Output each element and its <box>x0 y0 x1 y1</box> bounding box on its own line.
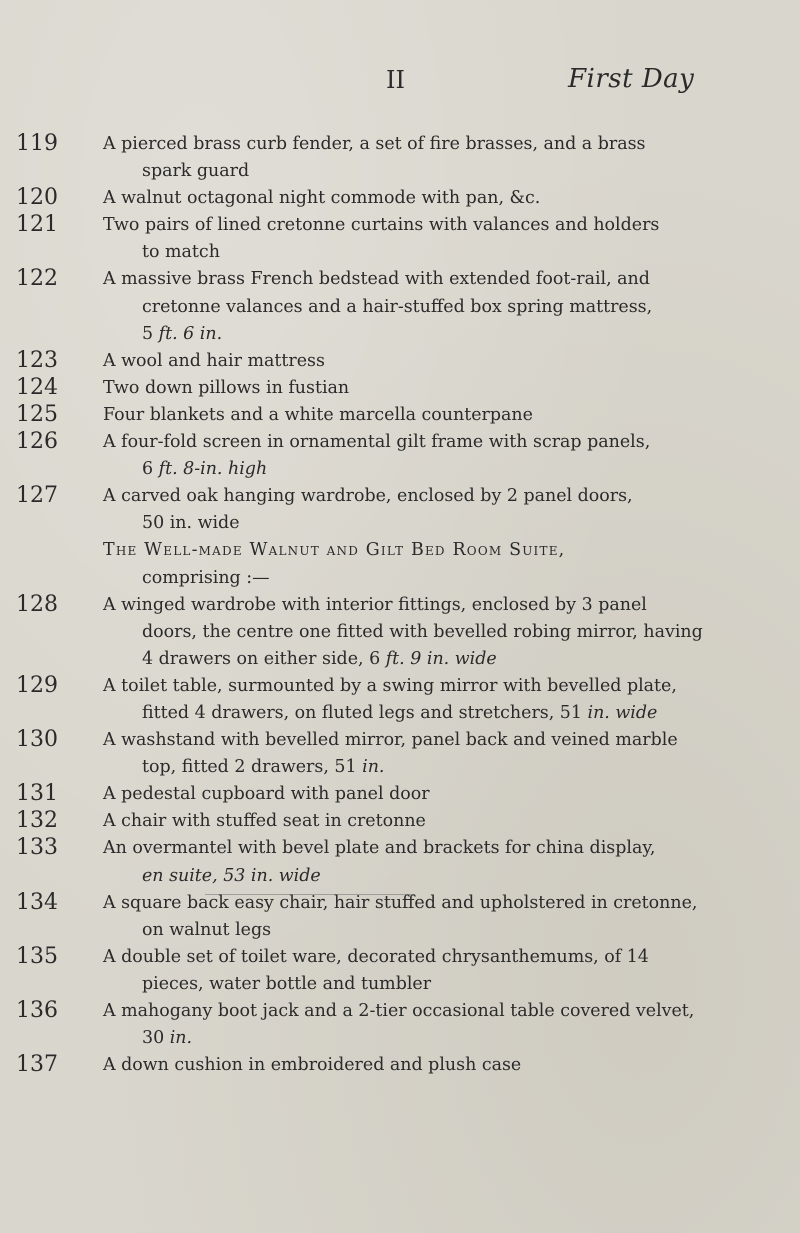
lot-text: A walnut octagonal night commode with pan, &c. <box>103 188 541 209</box>
lot-text-continued: spark guard <box>142 161 250 182</box>
lot-number: 128 <box>16 591 58 617</box>
lot-description <box>103 1052 763 1079</box>
lot-text-continued: cretonne valances and a hair-stuffed box spring mattress, <box>142 296 653 317</box>
lot-number: 121 <box>16 212 58 238</box>
lot-size: top, fitted 2 drawers, 51 <box>142 757 357 778</box>
lot-size: 6 <box>142 459 154 480</box>
lot-text-continued <box>103 456 763 483</box>
lot-text-continued: doors, the centre one fitted with bevelled robing mirror, having <box>142 621 703 642</box>
lot-text: A chair with stuffed seat in cretonne <box>103 811 426 832</box>
lot-number: 123 <box>16 347 58 373</box>
lot-number: 134 <box>16 889 58 915</box>
lot-text-continued: on walnut legs <box>142 919 272 940</box>
lot-size: 4 drawers on either side, 6 <box>142 648 381 669</box>
lot-description <box>103 835 763 889</box>
lot-text-continued: pieces, water bottle and tumbler <box>142 973 432 994</box>
lot-dimensions: ft. 8-in. high <box>158 459 268 480</box>
lot-text: Two down pillows in fustian <box>103 377 350 398</box>
lot-dimensions: ft. 9 in. wide <box>385 648 497 669</box>
lot-number: 133 <box>16 835 58 861</box>
lot-number: 130 <box>16 727 58 753</box>
suite-title: The Well-made Walnut and Gilt Bed Room Suite, <box>103 540 566 561</box>
lot-description <box>103 131 763 185</box>
lot-size: 5 <box>142 323 154 344</box>
lot-description <box>103 212 763 266</box>
lot-number: 127 <box>16 483 58 509</box>
lot-description <box>103 375 763 402</box>
lot-description <box>103 673 763 727</box>
lot-description <box>103 592 763 673</box>
lot-description <box>103 266 763 347</box>
lot-number: 119 <box>16 131 58 156</box>
lot-description <box>103 429 763 483</box>
lot-text: A down cushion in embroidered and plush case <box>103 1055 522 1076</box>
lot-text: A pedestal cupboard with panel door <box>103 784 430 805</box>
lot-number: 124 <box>16 374 58 400</box>
lot-number: 126 <box>16 429 58 455</box>
lot-text-continued: 50 in. wide <box>142 513 240 534</box>
lot-text-continued <box>103 646 763 673</box>
lot-number: 135 <box>16 943 58 969</box>
lot-description <box>103 944 763 998</box>
lot-number: 132 <box>16 808 58 834</box>
lot-description <box>103 483 763 537</box>
suite-comprising: comprising :— <box>142 567 270 588</box>
lot-text-continued <box>103 1025 763 1052</box>
lot-number: 129 <box>16 672 58 698</box>
lot-description <box>103 348 763 375</box>
lot-text-continued <box>103 754 763 781</box>
lot-number: 120 <box>16 185 58 211</box>
lot-text: A mahogany boot jack and a 2-tier occasional table covered velvet, <box>103 1001 695 1021</box>
lot-description <box>103 998 763 1052</box>
lot-text: A pierced brass curb fender, a set of fire brasses, and a brass <box>103 134 646 154</box>
lot-dimensions: in. <box>164 1028 193 1049</box>
lot-description <box>103 781 763 808</box>
lot-text: A double set of toilet ware, decorated chrysanthemums, of 14 <box>103 946 649 967</box>
lot-text: A square back easy chair, hair stuffed and upholstered in cretonne, <box>103 892 698 913</box>
lot-text: An overmantel with bevel plate and brackets for china display, <box>103 838 656 859</box>
lot-description <box>103 185 763 212</box>
lot-description <box>103 808 763 835</box>
lot-text: Two pairs of lined cretonne curtains with valances and holders <box>103 215 660 236</box>
lot-text: A carved oak hanging wardrobe, enclosed by 2 panel doors, <box>103 486 633 507</box>
lot-description <box>103 890 763 944</box>
lot-size: fitted 4 drawers, on fluted legs and stretchers, 51 <box>142 702 582 723</box>
running-title: First Day <box>568 64 695 94</box>
lot-text-continued: to match <box>142 242 220 263</box>
lot-text: A washstand with bevelled mirror, panel back and veined marble <box>103 730 678 751</box>
lot-number: 122 <box>16 266 58 292</box>
lot-number: 125 <box>16 401 58 427</box>
lot-dimensions: in. <box>362 757 385 778</box>
lot-text: A wool and hair mattress <box>103 350 325 371</box>
lot-text-continued <box>103 321 763 348</box>
lot-description <box>103 402 763 429</box>
lot-dimensions: en suite, 53 in. wide <box>142 865 321 886</box>
lot-text: A four-fold screen in ornamental gilt frame with scrap panels, <box>103 432 651 453</box>
lot-dimensions: ft. 6 in. <box>158 323 223 344</box>
lot-number: 131 <box>16 781 58 807</box>
suite-description <box>103 537 763 591</box>
lot-text: A toilet table, surmounted by a swing mirror with bevelled plate, <box>103 675 677 696</box>
lot-text-continued <box>103 700 763 727</box>
lot-text: A massive brass French bedstead with extended foot-rail, and <box>103 269 650 290</box>
page-number: II <box>386 66 405 94</box>
lot-text: Four blankets and a white marcella counterpane <box>103 404 533 425</box>
lot-text: A winged wardrobe with interior fittings, enclosed by 3 panel <box>103 594 647 615</box>
lot-description <box>103 727 763 781</box>
page-header <box>386 66 740 100</box>
lot-number: 136 <box>16 998 58 1023</box>
lot-size: 30 <box>142 1028 165 1049</box>
lot-number: 137 <box>16 1052 58 1078</box>
lot-dimensions: in. wide <box>587 702 658 723</box>
